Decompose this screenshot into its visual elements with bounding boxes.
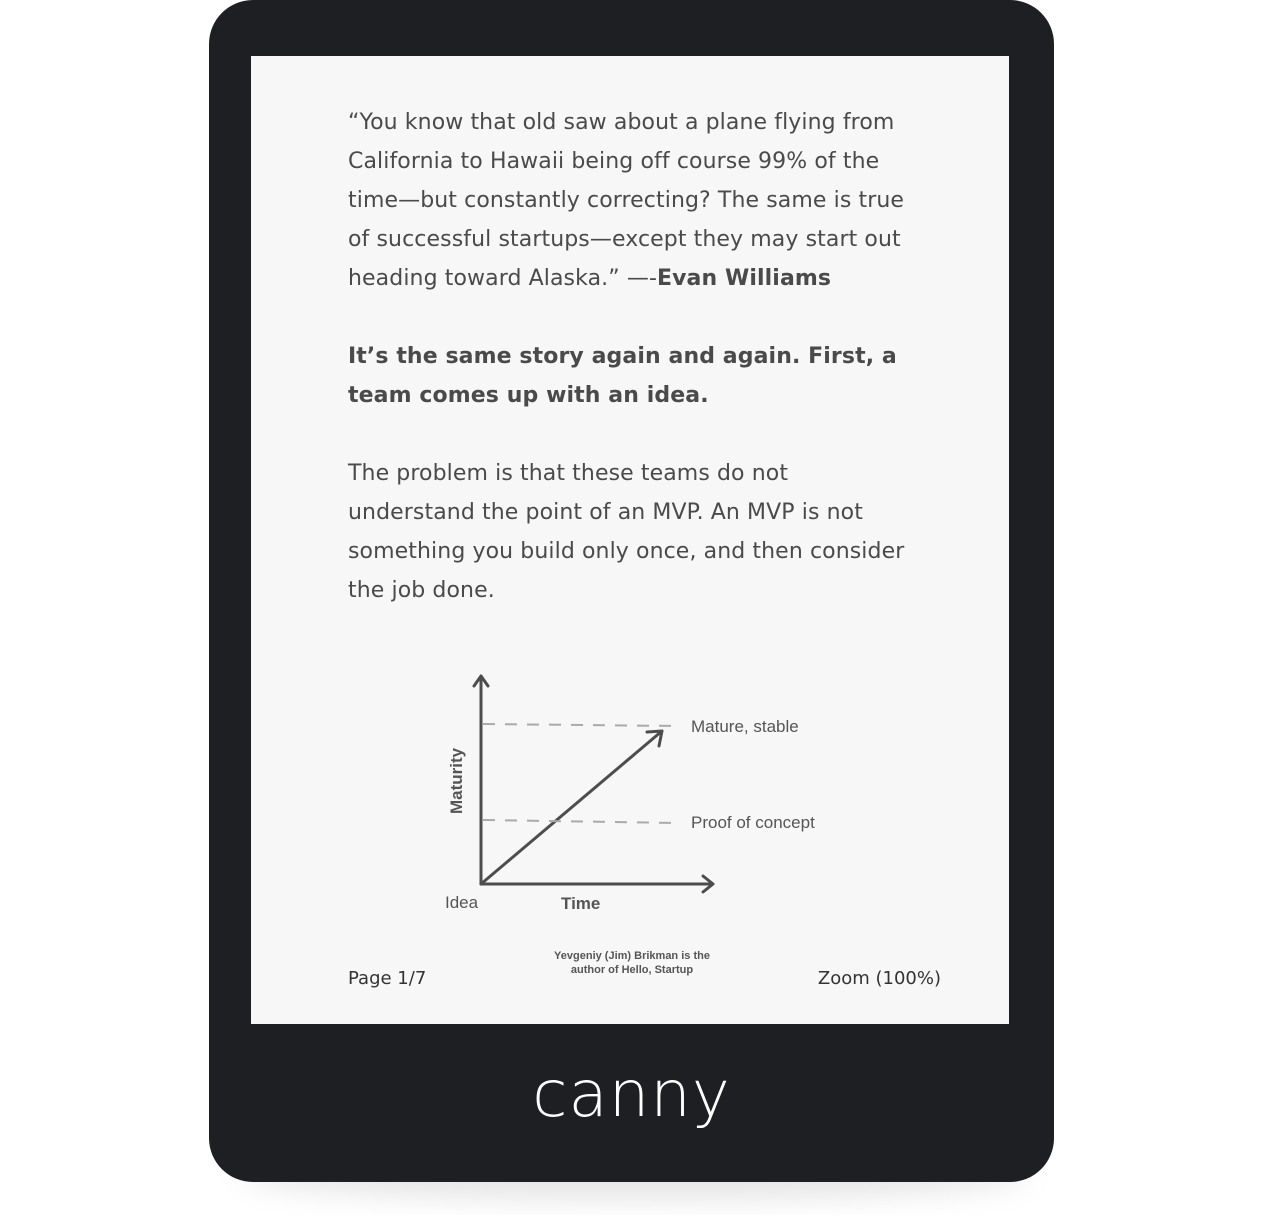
quote-paragraph — [348, 103, 918, 298]
x-axis — [481, 876, 713, 892]
origin-label: Idea — [445, 893, 479, 912]
bold-intro: It’s the same story again and again. First, a team comes up with an idea. — [348, 344, 897, 408]
progress-arrow — [481, 731, 662, 884]
poc-label: Proof of concept — [691, 813, 815, 832]
caption-line1: Yevgeniy (Jim) Brikman is the — [554, 950, 710, 962]
quote-author: Evan Williams — [656, 266, 832, 291]
quote-text: “You know that old saw about a plane flying from California to Hawaii being off course 99% of the time—but constantly correcting? The same is true of successful startups—except they may start out heading toward Alaska.” —- — [348, 110, 905, 291]
brand-logo: canny — [532, 1058, 731, 1132]
maturity-diagram — [431, 668, 851, 988]
zoom-indicator[interactable]: Zoom (100%) — [817, 968, 941, 989]
reader-screen[interactable] — [251, 56, 1009, 1024]
bold-paragraph — [348, 337, 918, 415]
caption-line2: author of Hello, Startup — [570, 964, 694, 976]
poc-level-line — [483, 820, 679, 823]
reading-text — [348, 103, 918, 649]
x-axis-label: Time — [561, 894, 601, 913]
mature-level-line — [483, 724, 679, 726]
y-axis-label: Maturity — [447, 747, 466, 814]
y-axis — [474, 676, 488, 884]
mature-label: Mature, stable — [691, 717, 799, 736]
ereader-device — [209, 0, 1054, 1182]
page-indicator[interactable]: Page 1/7 — [348, 968, 427, 989]
body-paragraph: The problem is that these teams do not understand the point of an MVP. An MVP is not something you build only once, and then consider the job done. — [348, 461, 905, 603]
